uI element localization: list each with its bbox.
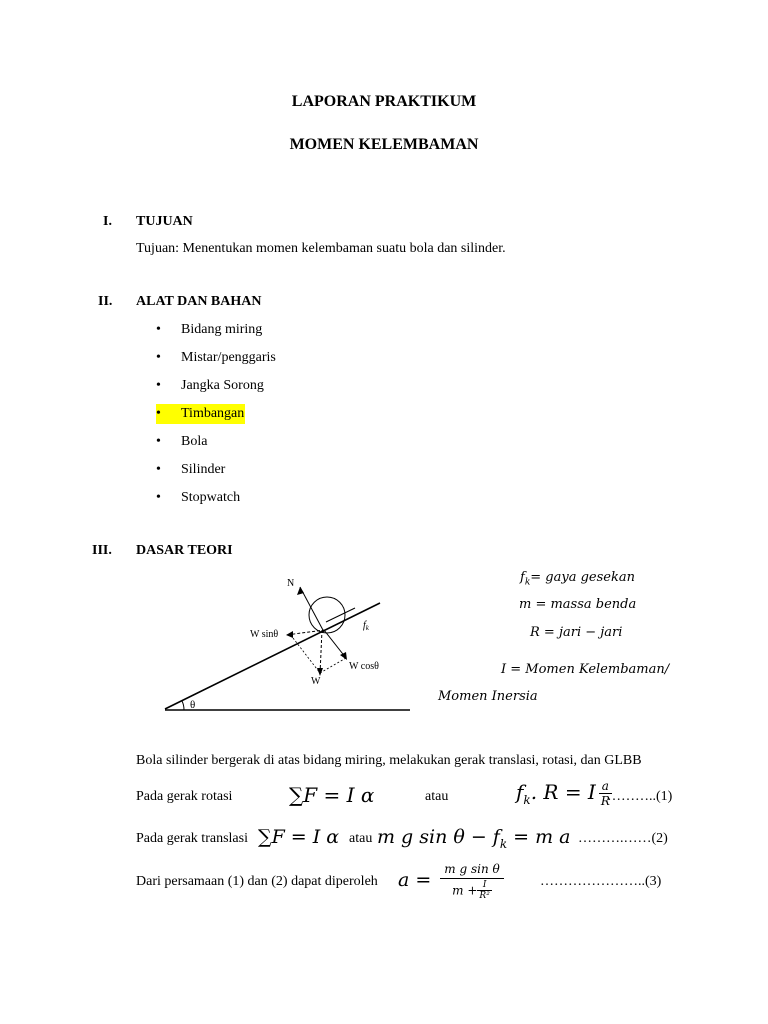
section-2-number: II. bbox=[98, 294, 113, 309]
eq3-fraction bbox=[440, 862, 504, 901]
bullet-icon: • bbox=[156, 434, 161, 449]
eq1-fraction: $\frac{a}{R}$ bbox=[600, 779, 610, 808]
weight-arrow bbox=[320, 630, 322, 674]
eq1-alt: $f_k$. R = I $\frac{a}{R}$ bbox=[516, 779, 610, 808]
section-3-title: DASAR TEORI bbox=[136, 543, 233, 558]
label-theta: θ bbox=[190, 699, 196, 711]
section-1-title: TUJUAN bbox=[136, 214, 193, 229]
list-item: • Silinder bbox=[156, 460, 276, 488]
eq3-lhs: a = bbox=[398, 869, 432, 891]
eq3-label: Dari persamaan (1) dan (2) dapat diperoleh bbox=[136, 874, 378, 889]
def-i-line2: Momen Inersia bbox=[438, 689, 538, 704]
bullet-icon: • bbox=[156, 462, 161, 477]
bullet-icon: • bbox=[156, 490, 161, 505]
list-item-highlighted bbox=[156, 404, 276, 432]
eq3-denominator: m + $\frac{I}{\text{R²}}$ bbox=[452, 880, 490, 901]
report-subtitle: MOMEN KELEMBAMAN bbox=[289, 136, 479, 153]
section-1-number: I. bbox=[103, 214, 112, 229]
label-w-sin: W sinθ bbox=[250, 629, 279, 640]
bullet-icon: • bbox=[156, 406, 161, 421]
label-w-cos: W cosθ bbox=[349, 661, 379, 672]
eq2-label: Pada gerak translasi bbox=[136, 831, 248, 846]
eq2-alt: m g $\sin \theta - f_k = m$ a bbox=[377, 826, 571, 851]
incline-line bbox=[165, 603, 380, 709]
def-r: R = jari − jari bbox=[530, 625, 623, 640]
label-n: N bbox=[287, 578, 295, 589]
eq2-atau: atau bbox=[349, 831, 373, 846]
eq1-ref: ………..(1) bbox=[607, 789, 673, 804]
label-fk: $f_k$ bbox=[363, 620, 369, 632]
list-item: • Stopwatch bbox=[156, 488, 276, 516]
def-fk: $f_k=$ gaya gesekan bbox=[520, 570, 635, 588]
eq1-atau: atau bbox=[425, 789, 449, 804]
equipment-list bbox=[156, 320, 276, 516]
bullet-icon: • bbox=[156, 378, 161, 393]
report-title: LAPORAN PRAKTIKUM bbox=[291, 93, 477, 110]
eq2-ref: ……….……(2) bbox=[578, 831, 668, 846]
list-item: • Bidang miring bbox=[156, 320, 276, 348]
list-item: • Bola bbox=[156, 432, 276, 460]
list-item: • Jangka Sorong bbox=[156, 376, 276, 404]
eq1-label: Pada gerak rotasi bbox=[136, 789, 233, 804]
def-m: m = massa benda bbox=[519, 597, 637, 612]
list-item: • Mistar/penggaris bbox=[156, 348, 276, 376]
eq2-formula: ∑F = I α bbox=[258, 826, 340, 848]
section-3-number: III. bbox=[92, 543, 112, 558]
bullet-icon: • bbox=[156, 350, 161, 365]
angle-arc bbox=[182, 701, 184, 710]
section-2-title: ALAT DAN BAHAN bbox=[136, 294, 262, 309]
section-1-text: Tujuan: Menentukan momen kelembaman suatu bola dan silinder. bbox=[136, 241, 506, 256]
eq3-numerator: m g sin θ bbox=[440, 862, 504, 879]
eq1-formula: ∑F = I α bbox=[289, 783, 375, 807]
def-i-line1: I = Momen Kelembaman/ bbox=[501, 662, 670, 677]
label-w: W bbox=[311, 676, 321, 687]
eq3-ref: …………………..(3) bbox=[540, 874, 662, 889]
highlight: • Timbangan bbox=[156, 404, 245, 424]
bullet-icon: • bbox=[156, 322, 161, 337]
theory-intro: Bola silinder bergerak di atas bidang miring, melakukan gerak translasi, rotasi, dan GLBB bbox=[136, 753, 642, 768]
inclined-plane-diagram bbox=[160, 570, 420, 720]
